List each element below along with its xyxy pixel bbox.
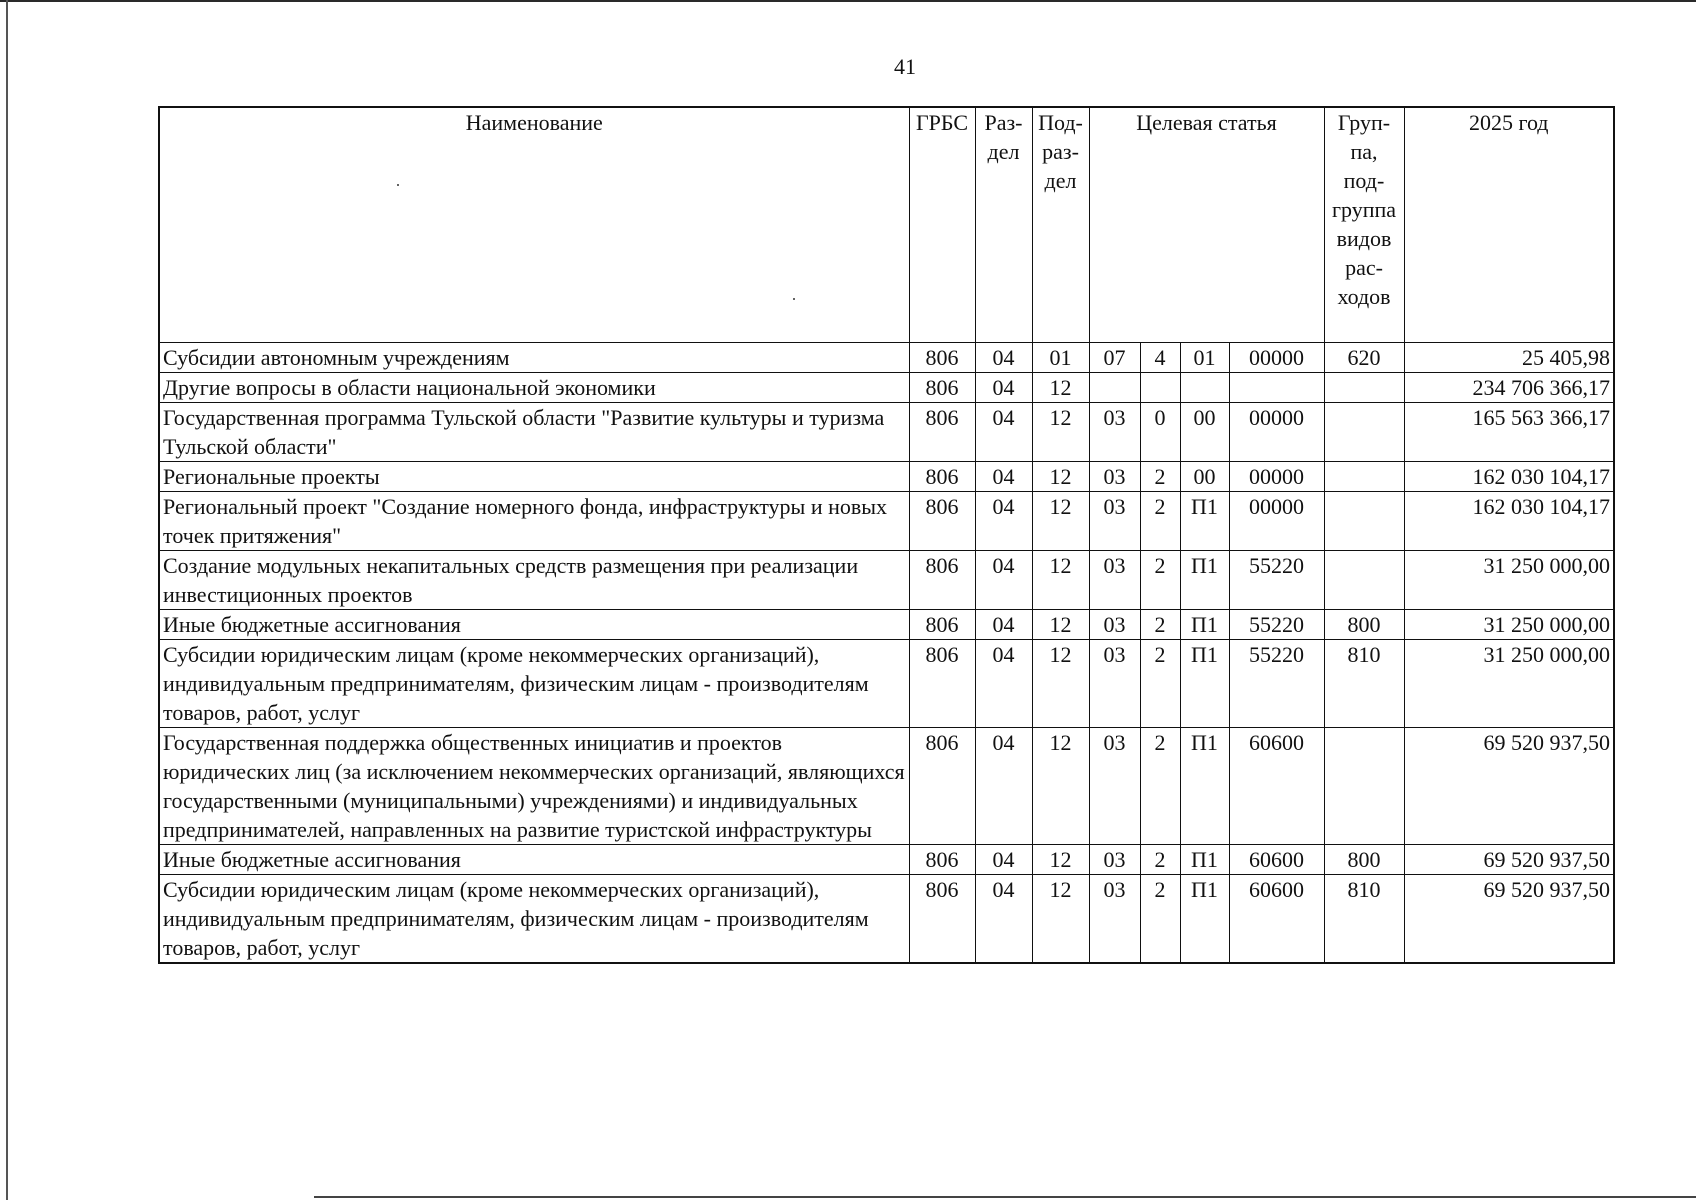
cell-target-type: 2	[1140, 845, 1180, 875]
cell-target-direction: 00000	[1229, 403, 1324, 462]
cell-podrazdel: 12	[1032, 845, 1089, 875]
cell-target-direction: 00000	[1229, 343, 1324, 373]
budget-table	[158, 106, 1615, 964]
header-target-article: Целевая статья	[1089, 107, 1324, 343]
cell-grbs: 806	[909, 551, 975, 610]
cell-razdel: 04	[975, 492, 1032, 551]
cell-razdel: 04	[975, 845, 1032, 875]
scan-speck	[793, 298, 795, 300]
table-row	[159, 403, 1614, 462]
scan-border-top	[0, 0, 1696, 2]
cell-name: Иные бюджетные ассигнования	[159, 845, 909, 875]
cell-razdel: 04	[975, 610, 1032, 640]
cell-amount-2025: 31 250 000,00	[1404, 640, 1614, 728]
cell-grbs: 806	[909, 462, 975, 492]
cell-grbs: 806	[909, 492, 975, 551]
page-number	[0, 54, 1696, 80]
scan-border-left	[6, 0, 8, 1200]
cell-name: Государственная программа Тульской области "Развитие культуры и туризма Тульской области"	[159, 403, 909, 462]
header-podrazdel: Под- раз- дел	[1032, 107, 1089, 343]
cell-target-type	[1140, 373, 1180, 403]
cell-target-type: 4	[1140, 343, 1180, 373]
cell-razdel: 04	[975, 875, 1032, 964]
cell-grbs: 806	[909, 373, 975, 403]
cell-razdel: 04	[975, 551, 1032, 610]
cell-target-program: 03	[1089, 845, 1140, 875]
cell-target-project: П1	[1180, 728, 1229, 845]
cell-razdel: 04	[975, 403, 1032, 462]
cell-target-program: 03	[1089, 640, 1140, 728]
cell-amount-2025: 165 563 366,17	[1404, 403, 1614, 462]
header-expense-group: Груп- па, под- группа видов рас- ходов	[1324, 107, 1404, 343]
table-row	[159, 343, 1614, 373]
cell-podrazdel: 01	[1032, 343, 1089, 373]
cell-target-program	[1089, 373, 1140, 403]
cell-grbs: 806	[909, 845, 975, 875]
cell-amount-2025: 25 405,98	[1404, 343, 1614, 373]
table-row	[159, 875, 1614, 964]
cell-target-direction	[1229, 373, 1324, 403]
cell-expense-group: 810	[1324, 875, 1404, 964]
cell-target-type: 2	[1140, 640, 1180, 728]
cell-target-program: 03	[1089, 875, 1140, 964]
cell-razdel: 04	[975, 343, 1032, 373]
cell-target-direction: 55220	[1229, 610, 1324, 640]
table-row	[159, 640, 1614, 728]
cell-amount-2025: 69 520 937,50	[1404, 875, 1614, 964]
scan-speck	[397, 184, 399, 186]
header-grbs: ГРБС	[909, 107, 975, 343]
table-row	[159, 845, 1614, 875]
cell-target-direction: 00000	[1229, 462, 1324, 492]
cell-target-project: П1	[1180, 551, 1229, 610]
cell-target-project: П1	[1180, 640, 1229, 728]
cell-amount-2025: 162 030 104,17	[1404, 462, 1614, 492]
cell-expense-group	[1324, 462, 1404, 492]
cell-target-type: 2	[1140, 492, 1180, 551]
cell-expense-group: 800	[1324, 610, 1404, 640]
table-row	[159, 492, 1614, 551]
cell-razdel: 04	[975, 640, 1032, 728]
cell-target-project: 00	[1180, 403, 1229, 462]
cell-target-direction: 60600	[1229, 728, 1324, 845]
cell-target-project: 00	[1180, 462, 1229, 492]
cell-expense-group	[1324, 403, 1404, 462]
table-row	[159, 610, 1614, 640]
cell-target-project	[1180, 373, 1229, 403]
cell-name: Субсидии юридическим лицам (кроме некоммерческих организаций), индивидуальным предпринимателям, физическим лицам - производителям товаров, работ, услуг	[159, 640, 909, 728]
cell-target-direction: 60600	[1229, 845, 1324, 875]
cell-grbs: 806	[909, 343, 975, 373]
cell-amount-2025: 31 250 000,00	[1404, 551, 1614, 610]
cell-name: Субсидии автономным учреждениям	[159, 343, 909, 373]
cell-razdel: 04	[975, 373, 1032, 403]
cell-target-type: 2	[1140, 875, 1180, 964]
table-row	[159, 373, 1614, 403]
cell-target-type: 2	[1140, 728, 1180, 845]
cell-target-direction: 55220	[1229, 640, 1324, 728]
cell-razdel: 04	[975, 462, 1032, 492]
cell-target-project: П1	[1180, 492, 1229, 551]
cell-expense-group: 620	[1324, 343, 1404, 373]
table-row	[159, 462, 1614, 492]
header-razdel: Раз- дел	[975, 107, 1032, 343]
cell-target-type: 2	[1140, 462, 1180, 492]
cell-name: Региональные проекты	[159, 462, 909, 492]
cell-podrazdel: 12	[1032, 610, 1089, 640]
cell-target-type: 2	[1140, 551, 1180, 610]
cell-expense-group	[1324, 492, 1404, 551]
cell-amount-2025: 31 250 000,00	[1404, 610, 1614, 640]
cell-expense-group	[1324, 373, 1404, 403]
cell-expense-group	[1324, 551, 1404, 610]
cell-grbs: 806	[909, 640, 975, 728]
cell-amount-2025: 162 030 104,17	[1404, 492, 1614, 551]
scan-border-bottom	[314, 1196, 1696, 1198]
cell-target-direction: 55220	[1229, 551, 1324, 610]
cell-target-project: П1	[1180, 845, 1229, 875]
cell-target-direction: 60600	[1229, 875, 1324, 964]
cell-name: Субсидии юридическим лицам (кроме некоммерческих организаций), индивидуальным предпринимателям, физическим лицам - производителям товаров, работ, услуг	[159, 875, 909, 964]
cell-target-program: 03	[1089, 610, 1140, 640]
cell-grbs: 806	[909, 610, 975, 640]
cell-name: Иные бюджетные ассигнования	[159, 610, 909, 640]
cell-podrazdel: 12	[1032, 551, 1089, 610]
cell-razdel: 04	[975, 728, 1032, 845]
cell-amount-2025: 69 520 937,50	[1404, 845, 1614, 875]
cell-podrazdel: 12	[1032, 875, 1089, 964]
cell-target-program: 03	[1089, 462, 1140, 492]
cell-target-program: 03	[1089, 403, 1140, 462]
cell-target-project: П1	[1180, 610, 1229, 640]
cell-target-program: 03	[1089, 728, 1140, 845]
cell-target-project: П1	[1180, 875, 1229, 964]
cell-target-program: 03	[1089, 551, 1140, 610]
cell-name: Государственная поддержка общественных инициатив и проектов юридических лиц (за исключением некоммерческих организаций, являющихся государственными (муниципальными) учреждениями) и индивидуальных предпринимателей, направленных на развитие туристской инфраструктуры	[159, 728, 909, 845]
cell-expense-group	[1324, 728, 1404, 845]
cell-grbs: 806	[909, 403, 975, 462]
cell-target-program: 03	[1089, 492, 1140, 551]
cell-podrazdel: 12	[1032, 373, 1089, 403]
page-number-text: 41	[894, 54, 916, 79]
cell-podrazdel: 12	[1032, 640, 1089, 728]
cell-podrazdel: 12	[1032, 492, 1089, 551]
table-header-row	[159, 107, 1614, 343]
table-row	[159, 551, 1614, 610]
cell-podrazdel: 12	[1032, 462, 1089, 492]
cell-grbs: 806	[909, 728, 975, 845]
header-name	[159, 107, 909, 343]
cell-podrazdel: 12	[1032, 728, 1089, 845]
cell-expense-group: 800	[1324, 845, 1404, 875]
cell-name: Создание модульных некапитальных средств размещения при реализации инвестиционных проектов	[159, 551, 909, 610]
cell-expense-group: 810	[1324, 640, 1404, 728]
table-row	[159, 728, 1614, 845]
cell-grbs: 806	[909, 875, 975, 964]
header-name-label: Наименование	[465, 110, 603, 135]
cell-amount-2025: 69 520 937,50	[1404, 728, 1614, 845]
cell-target-program: 07	[1089, 343, 1140, 373]
header-year-2025: 2025 год	[1404, 107, 1614, 343]
cell-target-type: 2	[1140, 610, 1180, 640]
cell-target-project: 01	[1180, 343, 1229, 373]
cell-target-type: 0	[1140, 403, 1180, 462]
cell-name: Региональный проект "Создание номерного фонда, инфраструктуры и новых точек притяжения"	[159, 492, 909, 551]
cell-target-direction: 00000	[1229, 492, 1324, 551]
cell-amount-2025: 234 706 366,17	[1404, 373, 1614, 403]
cell-name: Другие вопросы в области национальной экономики	[159, 373, 909, 403]
cell-podrazdel: 12	[1032, 403, 1089, 462]
